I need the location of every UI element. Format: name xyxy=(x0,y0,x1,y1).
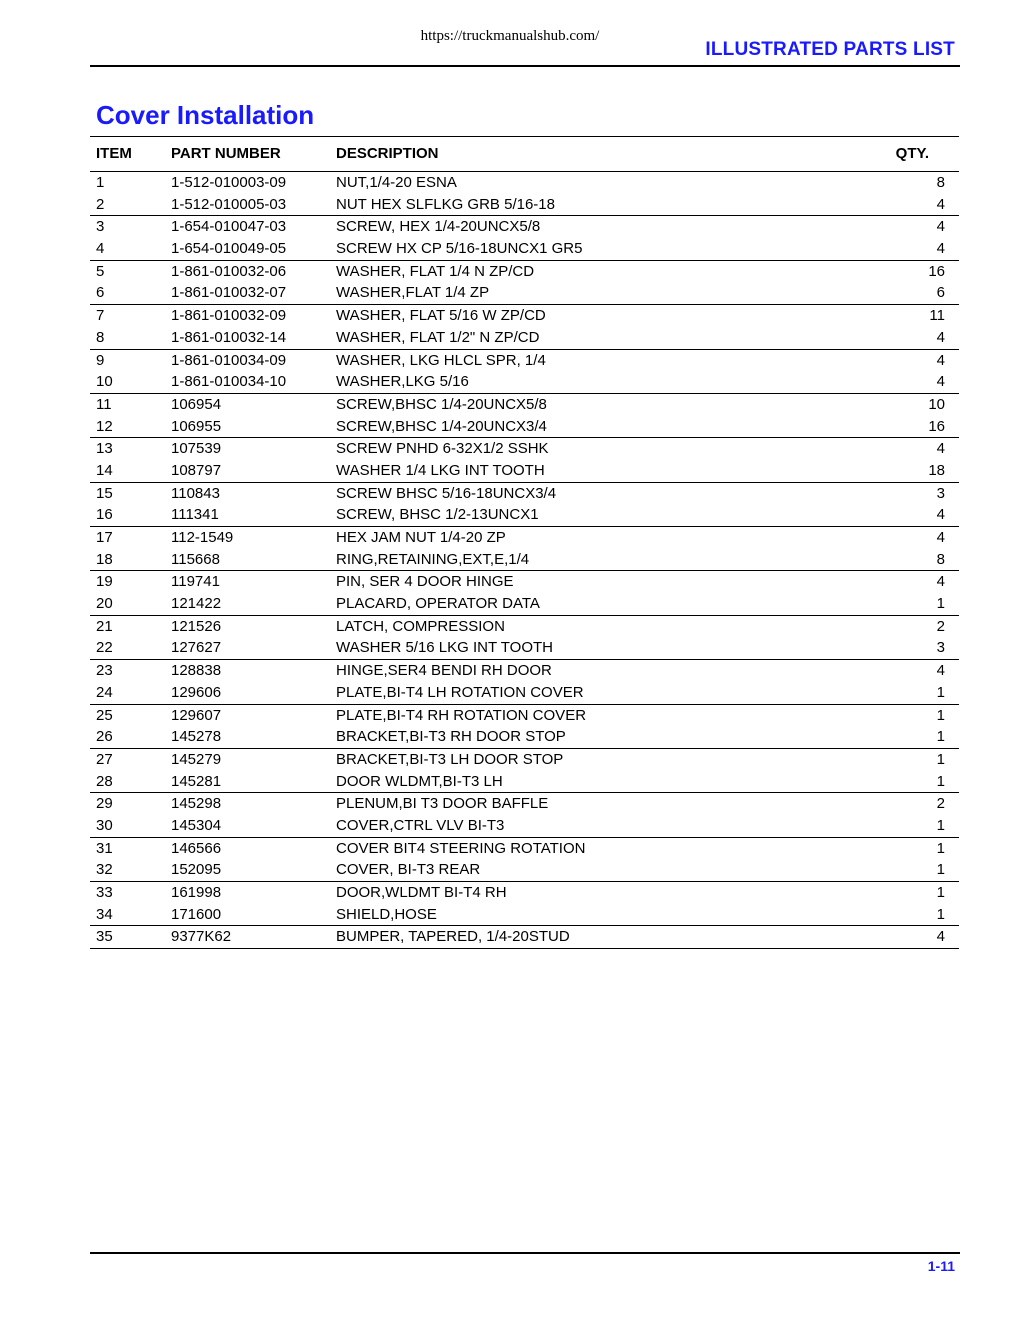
page-title: Cover Installation xyxy=(96,100,315,130)
table-row xyxy=(90,304,959,327)
part-number-cell: 108797 xyxy=(171,461,222,479)
description-cell: WASHER, FLAT 1/4 N ZP/CD xyxy=(336,262,535,280)
item-cell: 5 xyxy=(96,262,105,280)
part-number-cell: 146566 xyxy=(171,839,222,857)
part-number-cell: 1-861-010032-14 xyxy=(171,328,287,346)
table-row xyxy=(90,704,959,727)
description-cell: LATCH, COMPRESSION xyxy=(336,617,505,635)
section-heading: ILLUSTRATED PARTS LIST xyxy=(705,39,955,60)
table-row xyxy=(90,881,959,904)
description-cell: DOOR,WLDMT BI-T4 RH xyxy=(336,884,507,901)
description-cell: PLACARD, OPERATOR DATA xyxy=(336,595,540,613)
description-cell: NUT,1/4-20 ESNA xyxy=(336,174,457,191)
table-row xyxy=(90,904,959,926)
column-header-description: DESCRIPTION xyxy=(336,145,439,162)
source-url[interactable]: https://truckmanualshub.com/ xyxy=(420,28,600,44)
table-row xyxy=(90,327,959,349)
description-cell: HEX JAM NUT 1/4-20 ZP xyxy=(336,529,506,546)
footer-divider xyxy=(90,1252,960,1254)
qty-cell: 1 xyxy=(936,728,945,746)
description-cell: PLATE,BI-T4 RH ROTATION COVER xyxy=(336,706,587,724)
item-cell: 11 xyxy=(96,395,112,413)
qty-cell: 1 xyxy=(936,839,945,857)
part-number-cell: 161998 xyxy=(171,884,222,901)
table-row xyxy=(90,549,959,571)
description-cell: SCREW,BHSC 1/4-20UNCX5/8 xyxy=(336,395,547,413)
part-number-cell: 1-861-010032-07 xyxy=(171,284,287,302)
table-row xyxy=(90,215,959,238)
parts-table xyxy=(90,136,959,949)
item-cell: 33 xyxy=(96,884,113,901)
item-cell: 1 xyxy=(96,174,105,191)
item-cell: 28 xyxy=(96,772,113,790)
table-row xyxy=(90,238,959,260)
table-body xyxy=(90,172,959,949)
item-cell: 30 xyxy=(96,816,113,834)
description-cell: DOOR WLDMT,BI-T3 LH xyxy=(336,772,503,790)
description-cell: SCREW HX CP 5/16-18UNCX1 GR5 xyxy=(336,240,583,258)
table-row xyxy=(90,792,959,815)
item-cell: 7 xyxy=(96,307,105,325)
part-number-cell: 145298 xyxy=(171,795,222,813)
item-cell: 4 xyxy=(96,240,105,258)
qty-cell: 4 xyxy=(936,373,945,391)
part-number-cell: 1-861-010034-10 xyxy=(171,373,287,391)
item-cell: 19 xyxy=(96,573,113,591)
part-number-cell: 1-861-010032-09 xyxy=(171,307,287,325)
table-row xyxy=(90,771,959,793)
table-row xyxy=(90,482,959,505)
item-cell: 22 xyxy=(96,639,113,657)
qty-cell: 1 xyxy=(936,683,945,701)
description-cell: SHIELD,HOSE xyxy=(336,905,437,923)
description-cell: SCREW, HEX 1/4-20UNCX5/8 xyxy=(336,218,541,236)
description-cell: SCREW, BHSC 1/2-13UNCX1 xyxy=(336,506,539,524)
item-cell: 26 xyxy=(96,728,113,746)
qty-cell: 2 xyxy=(936,795,945,813)
table-row xyxy=(90,504,959,526)
part-number-cell: 1-654-010049-05 xyxy=(171,240,287,258)
column-header-item: ITEM xyxy=(96,145,132,162)
part-number-cell: 129607 xyxy=(171,706,222,724)
part-number-cell: 128838 xyxy=(171,662,222,680)
part-number-cell: 152095 xyxy=(171,861,222,879)
part-number-cell: 110843 xyxy=(171,484,220,502)
part-number-cell: 115668 xyxy=(171,550,220,568)
qty-cell: 1 xyxy=(936,884,945,901)
description-cell: SCREW,BHSC 1/4-20UNCX3/4 xyxy=(336,417,547,435)
part-number-cell: 145281 xyxy=(171,772,222,790)
qty-cell: 4 xyxy=(936,573,945,591)
item-cell: 12 xyxy=(96,417,113,435)
qty-cell: 1 xyxy=(936,706,945,724)
item-cell: 31 xyxy=(96,839,113,857)
item-cell: 6 xyxy=(96,284,105,302)
qty-cell: 11 xyxy=(929,307,945,325)
item-cell: 35 xyxy=(96,928,113,946)
qty-cell: 4 xyxy=(936,328,945,346)
qty-cell: 1 xyxy=(936,595,945,613)
table-row xyxy=(90,172,959,194)
qty-cell: 4 xyxy=(936,662,945,680)
table-row xyxy=(90,748,959,771)
table-row xyxy=(90,460,959,482)
item-cell: 13 xyxy=(96,440,113,458)
item-cell: 23 xyxy=(96,662,113,680)
part-number-cell: 145279 xyxy=(171,750,222,768)
part-number-cell: 121422 xyxy=(171,595,222,613)
qty-cell: 8 xyxy=(936,174,945,191)
table-row xyxy=(90,859,959,881)
part-number-cell: 1-654-010047-03 xyxy=(171,218,287,236)
table-row xyxy=(90,526,959,549)
table-row xyxy=(90,393,959,416)
qty-cell: 10 xyxy=(928,395,945,413)
table-row xyxy=(90,371,959,393)
item-cell: 18 xyxy=(96,550,113,568)
qty-cell: 18 xyxy=(928,461,945,479)
item-cell: 27 xyxy=(96,750,113,768)
description-cell: WASHER, LKG HLCL SPR, 1/4 xyxy=(336,351,546,369)
description-cell: RING,RETAINING,EXT,E,1/4 xyxy=(336,550,530,568)
description-cell: WASHER, FLAT 1/2" N ZP/CD xyxy=(336,328,540,346)
part-number-cell: 145304 xyxy=(171,816,222,834)
qty-cell: 3 xyxy=(936,639,945,657)
description-cell: PIN, SER 4 DOOR HINGE xyxy=(336,573,514,591)
item-cell: 9 xyxy=(96,351,105,369)
description-cell: SCREW BHSC 5/16-18UNCX3/4 xyxy=(336,484,557,502)
item-cell: 17 xyxy=(96,529,113,546)
table-row xyxy=(90,815,959,837)
description-cell: WASHER 5/16 LKG INT TOOTH xyxy=(336,639,554,657)
qty-cell: 1 xyxy=(936,905,945,923)
table-row xyxy=(90,682,959,704)
part-number-cell: 111341 xyxy=(171,506,219,524)
description-cell: PLENUM,BI T3 DOOR BAFFLE xyxy=(336,795,549,813)
part-number-cell: 171600 xyxy=(171,905,222,923)
description-cell: NUT HEX SLFLKG GRB 5/16-18 xyxy=(336,195,555,213)
table-row xyxy=(90,925,959,949)
item-cell: 10 xyxy=(96,373,113,391)
qty-cell: 4 xyxy=(936,506,945,524)
item-cell: 15 xyxy=(96,484,113,502)
qty-cell: 6 xyxy=(936,284,945,302)
part-number-cell: 1-512-010005-03 xyxy=(171,195,287,213)
table-row xyxy=(90,659,959,682)
description-cell: COVER,CTRL VLV BI-T3 xyxy=(336,816,505,834)
description-cell: BRACKET,BI-T3 RH DOOR STOP xyxy=(336,728,566,746)
table-row xyxy=(90,437,959,460)
table-row xyxy=(90,593,959,615)
qty-cell: 4 xyxy=(936,440,945,458)
item-cell: 2 xyxy=(96,195,105,213)
part-number-cell: 129606 xyxy=(171,683,222,701)
page-number: 1-11 xyxy=(927,1258,955,1274)
item-cell: 32 xyxy=(96,861,113,879)
part-number-cell: 9377K62 xyxy=(171,928,232,946)
item-cell: 25 xyxy=(96,706,113,724)
table-row xyxy=(90,416,959,438)
table-row xyxy=(90,282,959,304)
qty-cell: 4 xyxy=(936,218,945,236)
qty-cell: 1 xyxy=(936,861,945,879)
part-number-cell: 127627 xyxy=(171,639,222,657)
qty-cell: 4 xyxy=(936,529,945,546)
column-header-part-number: PART NUMBER xyxy=(171,145,281,162)
qty-cell: 8 xyxy=(936,550,945,568)
item-cell: 14 xyxy=(96,461,113,479)
table-row xyxy=(90,260,959,283)
table-row xyxy=(90,615,959,638)
description-cell: COVER BIT4 STEERING ROTATION xyxy=(336,839,586,857)
description-cell: BUMPER, TAPERED, 1/4-20STUD xyxy=(336,928,570,946)
item-cell: 34 xyxy=(96,905,113,923)
table-header xyxy=(90,136,959,172)
table-row xyxy=(90,194,959,216)
description-cell: WASHER 1/4 LKG INT TOOTH xyxy=(336,461,545,479)
table-row xyxy=(90,726,959,748)
part-number-cell: 119741 xyxy=(171,573,220,591)
description-cell: PLATE,BI-T4 LH ROTATION COVER xyxy=(336,683,584,701)
qty-cell: 16 xyxy=(928,262,945,280)
item-cell: 16 xyxy=(96,506,113,524)
part-number-cell: 121526 xyxy=(171,617,222,635)
description-cell: WASHER, FLAT 5/16 W ZP/CD xyxy=(336,307,546,325)
qty-cell: 16 xyxy=(928,417,945,435)
item-cell: 3 xyxy=(96,218,105,236)
part-number-cell: 106954 xyxy=(171,395,222,413)
table-row xyxy=(90,837,959,860)
part-number-cell: 1-861-010032-06 xyxy=(171,262,287,280)
qty-cell: 2 xyxy=(936,617,945,635)
item-cell: 8 xyxy=(96,328,105,346)
part-number-cell: 106955 xyxy=(171,417,222,435)
qty-cell: 1 xyxy=(936,750,945,768)
item-cell: 29 xyxy=(96,795,113,813)
qty-cell: 4 xyxy=(936,928,945,946)
qty-cell: 1 xyxy=(936,816,945,834)
qty-cell: 4 xyxy=(936,240,945,258)
description-cell: COVER, BI-T3 REAR xyxy=(336,861,481,879)
description-cell: WASHER,FLAT 1/4 ZP xyxy=(336,284,490,302)
description-cell: SCREW PNHD 6-32X1/2 SSHK xyxy=(336,440,549,458)
qty-cell: 3 xyxy=(936,484,945,502)
part-number-cell: 1-512-010003-09 xyxy=(171,174,287,191)
table-row xyxy=(90,637,959,659)
part-number-cell: 1-861-010034-09 xyxy=(171,351,287,369)
part-number-cell: 145278 xyxy=(171,728,222,746)
column-header-qty: QTY. xyxy=(895,145,929,162)
table-row xyxy=(90,570,959,593)
part-number-cell: 112-1549 xyxy=(171,529,234,546)
table-row xyxy=(90,349,959,372)
part-number-cell: 107539 xyxy=(171,440,222,458)
qty-cell: 1 xyxy=(936,772,945,790)
qty-cell: 4 xyxy=(936,351,945,369)
item-cell: 21 xyxy=(96,617,113,635)
description-cell: WASHER,LKG 5/16 xyxy=(336,373,469,391)
item-cell: 20 xyxy=(96,595,113,613)
description-cell: HINGE,SER4 BENDI RH DOOR xyxy=(336,662,552,680)
item-cell: 24 xyxy=(96,683,113,701)
description-cell: BRACKET,BI-T3 LH DOOR STOP xyxy=(336,750,564,768)
qty-cell: 4 xyxy=(936,195,945,213)
header-divider xyxy=(90,65,960,67)
